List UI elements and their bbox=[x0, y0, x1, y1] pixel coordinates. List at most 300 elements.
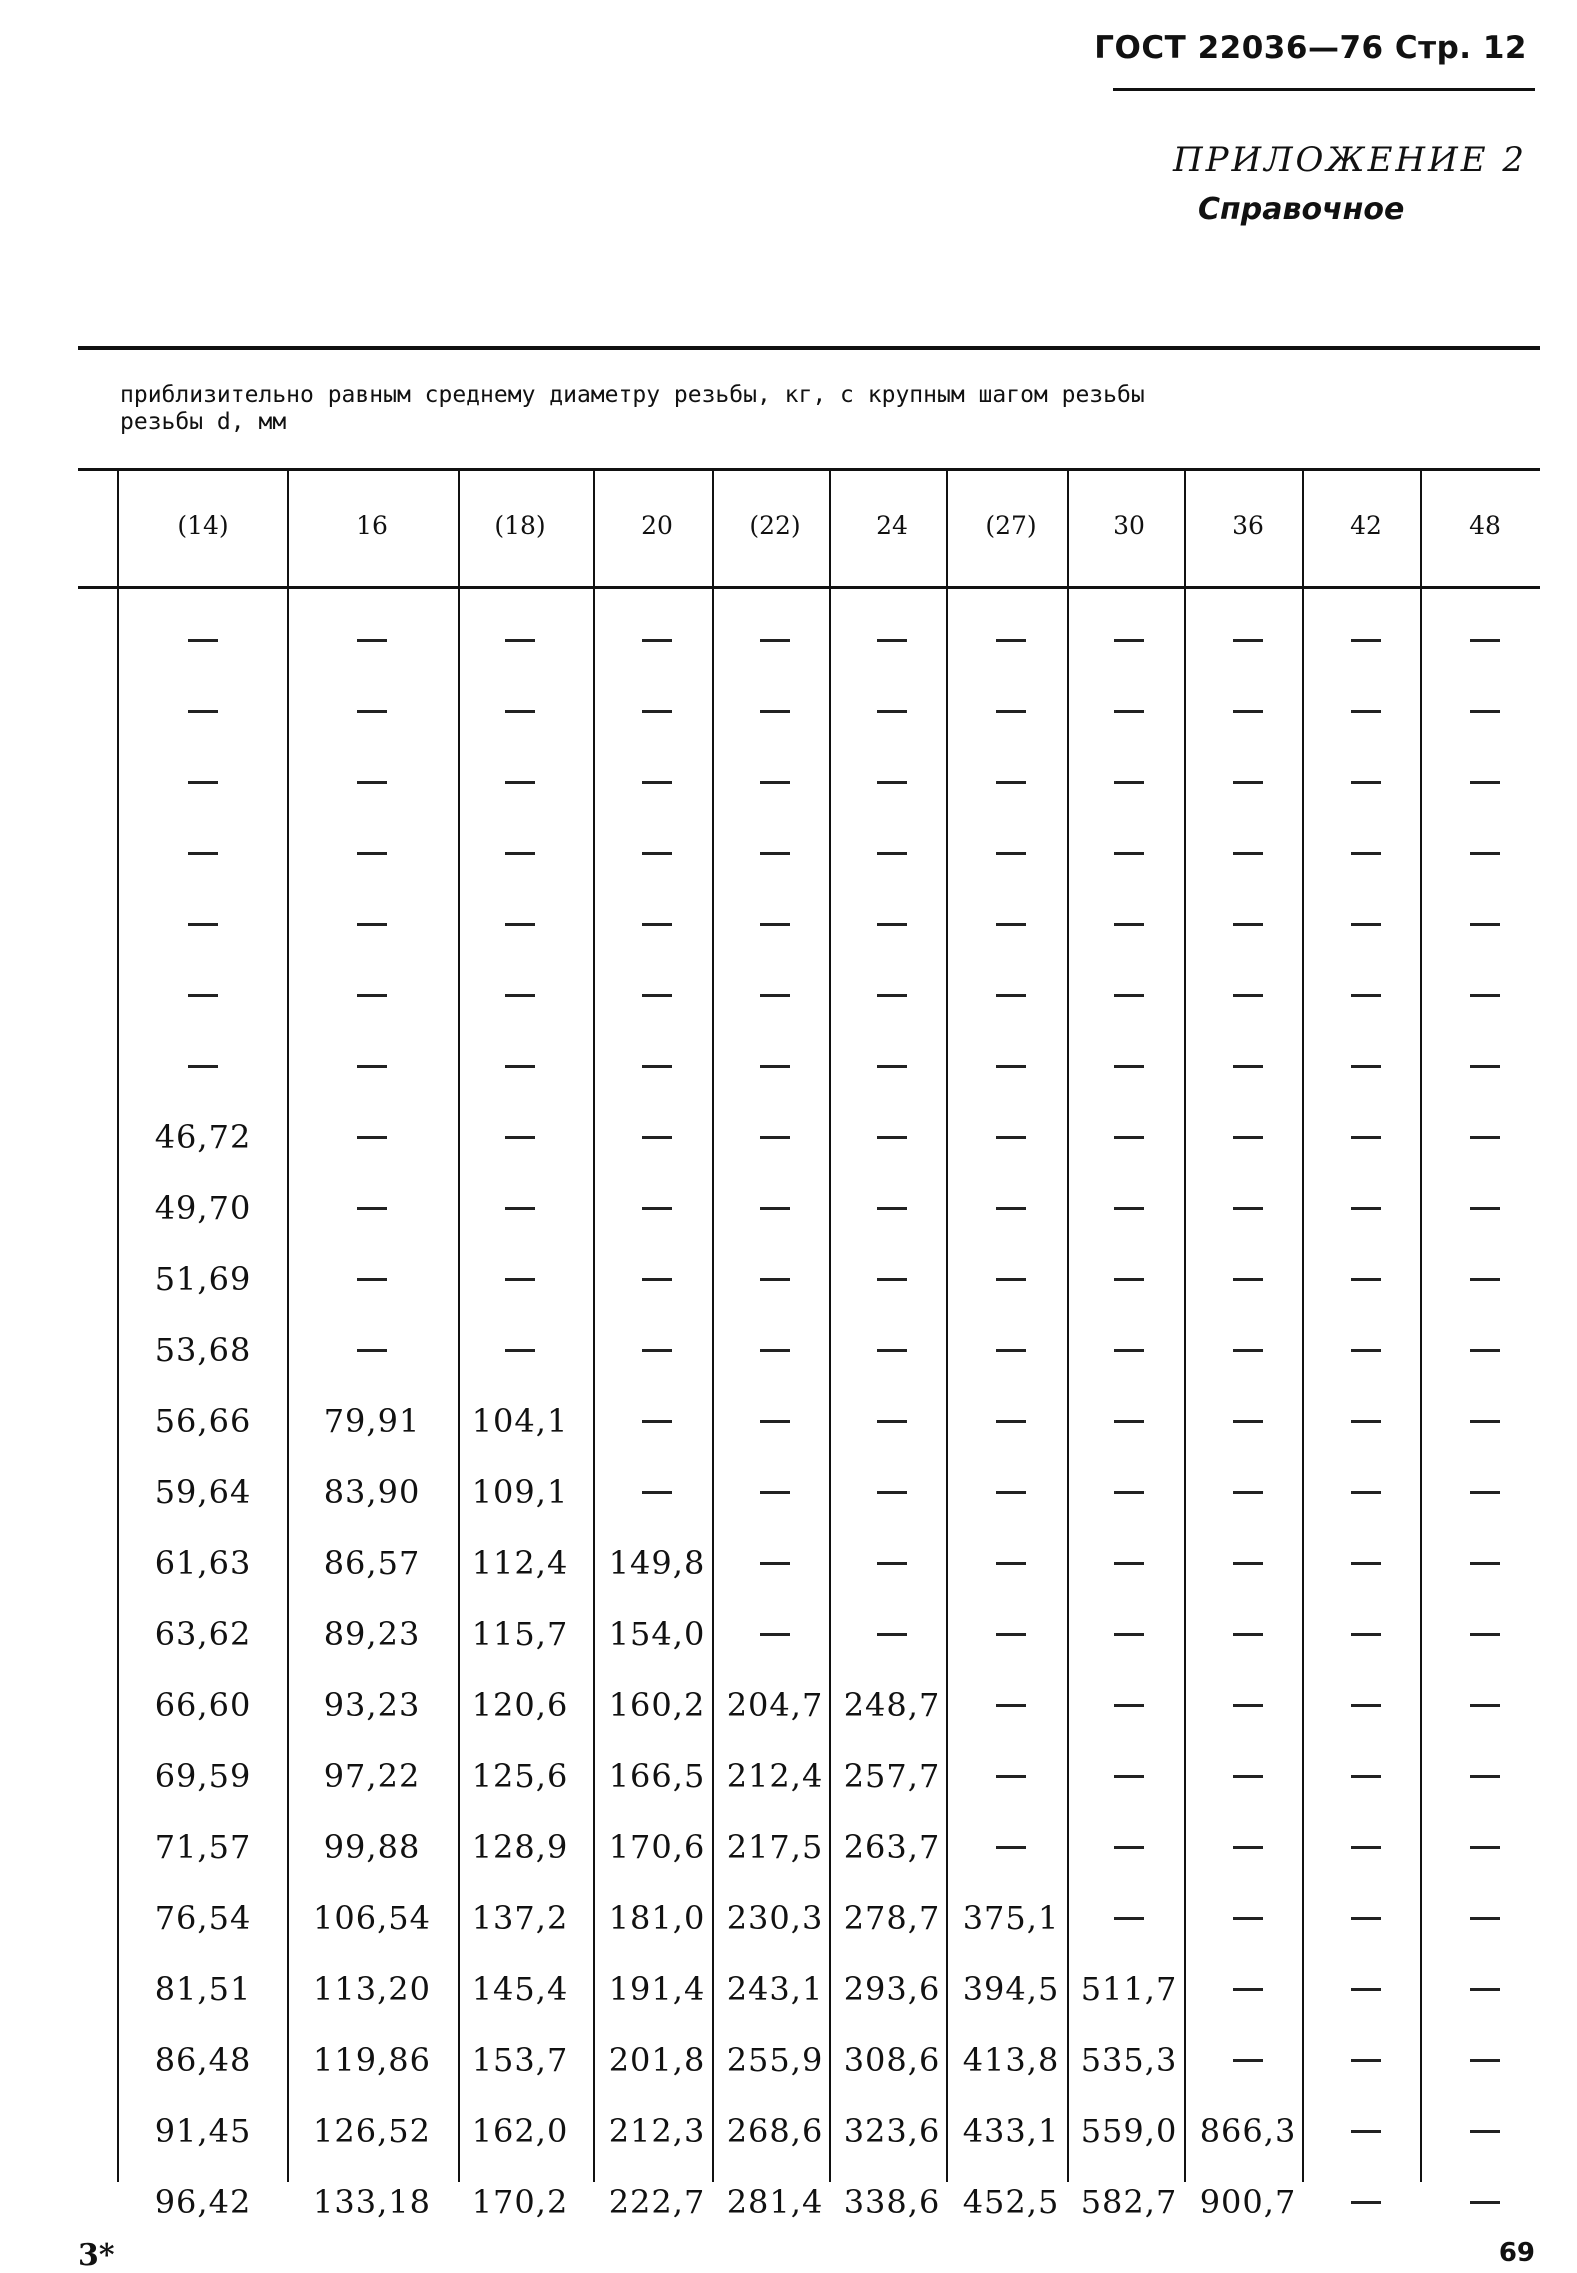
empty-dash bbox=[877, 1562, 907, 1565]
column-header: 42 bbox=[1350, 510, 1382, 540]
table-cell bbox=[1307, 2035, 1425, 2085]
table-cell bbox=[1426, 1964, 1544, 2014]
table-cell: 866,3 bbox=[1199, 2112, 1297, 2150]
table-cell bbox=[118, 970, 288, 1020]
empty-dash bbox=[1351, 1065, 1381, 1068]
table-cell bbox=[453, 1183, 588, 1233]
appendix-title: ПРИЛОЖЕНИЕ 2 bbox=[1172, 140, 1527, 180]
table-cell: 375,1 bbox=[962, 1899, 1060, 1937]
table-cell: 119,86 bbox=[313, 2041, 431, 2079]
table-cell: 212,4 bbox=[726, 1757, 824, 1795]
table-cell bbox=[951, 1183, 1072, 1233]
table-cell bbox=[1071, 1538, 1188, 1588]
empty-dash bbox=[642, 852, 672, 855]
table-cell bbox=[951, 686, 1072, 736]
table-cell bbox=[453, 899, 588, 949]
table-cell: 230,3 bbox=[726, 1899, 824, 1937]
empty-dash bbox=[996, 1491, 1026, 1494]
column-header: 16 bbox=[356, 510, 388, 540]
table-cell bbox=[1426, 1609, 1544, 1659]
empty-dash bbox=[1470, 1917, 1500, 1920]
empty-dash bbox=[188, 852, 218, 855]
table-cell: 263,7 bbox=[843, 1828, 941, 1866]
empty-dash bbox=[996, 1065, 1026, 1068]
table-cell: 323,6 bbox=[843, 2112, 941, 2150]
empty-dash bbox=[760, 923, 790, 926]
empty-dash bbox=[1351, 710, 1381, 713]
table-cell bbox=[1426, 1538, 1544, 1588]
table-cell bbox=[951, 828, 1072, 878]
empty-dash bbox=[760, 994, 790, 997]
table-cell bbox=[717, 899, 834, 949]
table-cell: 181,0 bbox=[608, 1899, 706, 1937]
table-cell: 559,0 bbox=[1080, 2112, 1178, 2150]
empty-dash bbox=[760, 1420, 790, 1423]
table-cell bbox=[1307, 1254, 1425, 1304]
table-cell bbox=[1307, 828, 1425, 878]
empty-dash bbox=[1114, 1065, 1144, 1068]
empty-dash bbox=[1470, 1491, 1500, 1494]
table-cell bbox=[598, 970, 717, 1020]
table-cell bbox=[1189, 1822, 1307, 1872]
empty-dash bbox=[877, 1278, 907, 1281]
empty-dash bbox=[1233, 1633, 1263, 1636]
table-cell bbox=[717, 1041, 834, 1091]
table-cell bbox=[951, 1822, 1072, 1872]
table-cell bbox=[1189, 1751, 1307, 1801]
table-cell bbox=[1426, 970, 1544, 1020]
empty-dash bbox=[1470, 1349, 1500, 1352]
table-cell bbox=[1426, 1396, 1544, 1446]
empty-dash bbox=[1351, 2130, 1381, 2133]
table-cell: 128,9 bbox=[471, 1828, 569, 1866]
table-cell bbox=[1307, 1396, 1425, 1446]
empty-dash bbox=[1351, 1349, 1381, 1352]
standard-header: ГОСТ 22036—76 Стр. 12 bbox=[1094, 30, 1527, 66]
caption-line-1: приблизительно равным среднему диаметру резьбы, кг, с крупным шагом резьбы bbox=[120, 382, 1145, 408]
column-header: (22) bbox=[749, 510, 801, 540]
table-cell bbox=[834, 757, 951, 807]
table-cell: 125,6 bbox=[471, 1757, 569, 1795]
table-cell bbox=[1426, 2177, 1544, 2227]
table-cell bbox=[1189, 1396, 1307, 1446]
table-cell bbox=[598, 1396, 717, 1446]
table-cell: 109,1 bbox=[471, 1473, 569, 1511]
table-cell bbox=[1307, 1467, 1425, 1517]
table-cell bbox=[1426, 1822, 1544, 1872]
empty-dash bbox=[877, 923, 907, 926]
page-number: 69 bbox=[1498, 2238, 1535, 2268]
empty-dash bbox=[760, 781, 790, 784]
empty-dash bbox=[760, 1278, 790, 1281]
empty-dash bbox=[1351, 852, 1381, 855]
empty-dash bbox=[1470, 710, 1500, 713]
table-cell: 582,7 bbox=[1080, 2183, 1178, 2221]
table-cell: 53,68 bbox=[154, 1331, 252, 1369]
table-cell: 268,6 bbox=[726, 2112, 824, 2150]
table-cell: 433,1 bbox=[962, 2112, 1060, 2150]
table-cell bbox=[1071, 1112, 1188, 1162]
empty-dash bbox=[357, 1349, 387, 1352]
table-cell bbox=[118, 828, 288, 878]
empty-dash bbox=[1470, 1065, 1500, 1068]
table-cell: 255,9 bbox=[726, 2041, 824, 2079]
table-cell bbox=[1189, 1183, 1307, 1233]
table-cell bbox=[1307, 686, 1425, 736]
empty-dash bbox=[642, 1491, 672, 1494]
table-cell bbox=[717, 1467, 834, 1517]
empty-dash bbox=[1470, 639, 1500, 642]
empty-dash bbox=[1233, 1775, 1263, 1778]
empty-dash bbox=[1470, 1704, 1500, 1707]
empty-dash bbox=[877, 1065, 907, 1068]
table-cell bbox=[1071, 1680, 1188, 1730]
table-cell bbox=[598, 1041, 717, 1091]
empty-dash bbox=[877, 1349, 907, 1352]
empty-dash bbox=[996, 1278, 1026, 1281]
table-cell bbox=[834, 899, 951, 949]
column-header: (27) bbox=[985, 510, 1037, 540]
table-cell bbox=[834, 1396, 951, 1446]
empty-dash bbox=[1114, 781, 1144, 784]
table-cell bbox=[1189, 615, 1307, 665]
empty-dash bbox=[188, 1065, 218, 1068]
table-cell bbox=[287, 686, 458, 736]
table-cell bbox=[834, 686, 951, 736]
empty-dash bbox=[996, 639, 1026, 642]
table-cell bbox=[951, 1467, 1072, 1517]
table-cell bbox=[1426, 1183, 1544, 1233]
table-cell bbox=[834, 1183, 951, 1233]
table-cell: 153,7 bbox=[471, 2041, 569, 2079]
column-divider bbox=[593, 470, 595, 2182]
empty-dash bbox=[1114, 1633, 1144, 1636]
empty-dash bbox=[1114, 1917, 1144, 1920]
table-cell: 89,23 bbox=[323, 1615, 421, 1653]
table-cell bbox=[287, 970, 458, 1020]
table-cell bbox=[118, 899, 288, 949]
table-cell: 278,7 bbox=[843, 1899, 941, 1937]
empty-dash bbox=[1233, 1988, 1263, 1991]
empty-dash bbox=[1470, 1562, 1500, 1565]
empty-dash bbox=[1351, 2201, 1381, 2204]
table-top-rule bbox=[78, 346, 1540, 350]
empty-dash bbox=[1351, 1278, 1381, 1281]
table-cell: 166,5 bbox=[608, 1757, 706, 1795]
empty-dash bbox=[1233, 1917, 1263, 1920]
empty-dash bbox=[760, 1349, 790, 1352]
empty-dash bbox=[357, 639, 387, 642]
table-cell bbox=[598, 899, 717, 949]
empty-dash bbox=[996, 994, 1026, 997]
table-cell bbox=[951, 1680, 1072, 1730]
empty-dash bbox=[1470, 1278, 1500, 1281]
empty-dash bbox=[357, 1278, 387, 1281]
table-cell: 413,8 bbox=[962, 2041, 1060, 2079]
empty-dash bbox=[1470, 1207, 1500, 1210]
empty-dash bbox=[1114, 710, 1144, 713]
table-cell: 104,1 bbox=[471, 1402, 569, 1440]
table-cell bbox=[1189, 970, 1307, 1020]
column-header: 30 bbox=[1113, 510, 1145, 540]
table-cell: 120,6 bbox=[471, 1686, 569, 1724]
table-cell bbox=[951, 1254, 1072, 1304]
empty-dash bbox=[1470, 852, 1500, 855]
table-cell: 162,0 bbox=[471, 2112, 569, 2150]
empty-dash bbox=[1470, 923, 1500, 926]
empty-dash bbox=[642, 781, 672, 784]
empty-dash bbox=[642, 1349, 672, 1352]
empty-dash bbox=[642, 710, 672, 713]
table-cell bbox=[453, 1041, 588, 1091]
table-cell bbox=[287, 1041, 458, 1091]
empty-dash bbox=[877, 852, 907, 855]
empty-dash bbox=[188, 994, 218, 997]
table-cell: 201,8 bbox=[608, 2041, 706, 2079]
table-cell bbox=[598, 686, 717, 736]
table-cell bbox=[717, 1538, 834, 1588]
table-cell bbox=[717, 686, 834, 736]
table-cell bbox=[717, 1609, 834, 1659]
table-cell bbox=[1071, 615, 1188, 665]
table-cell: 96,42 bbox=[154, 2183, 252, 2221]
empty-dash bbox=[877, 639, 907, 642]
table-cell: 126,52 bbox=[313, 2112, 431, 2150]
empty-dash bbox=[1351, 1988, 1381, 1991]
table-cell bbox=[118, 615, 288, 665]
table-cell: 243,1 bbox=[726, 1970, 824, 2008]
table-cell: 170,6 bbox=[608, 1828, 706, 1866]
table-cell bbox=[717, 970, 834, 1020]
table-cell bbox=[1071, 1467, 1188, 1517]
table-cell bbox=[951, 1112, 1072, 1162]
empty-dash bbox=[1114, 852, 1144, 855]
table-cell bbox=[1071, 1396, 1188, 1446]
table-cell: 86,57 bbox=[323, 1544, 421, 1582]
table-cell bbox=[287, 828, 458, 878]
empty-dash bbox=[996, 1562, 1026, 1565]
empty-dash bbox=[1114, 1278, 1144, 1281]
table-cell: 452,5 bbox=[962, 2183, 1060, 2221]
table-cell bbox=[1307, 1822, 1425, 1872]
table-cell: 51,69 bbox=[154, 1260, 252, 1298]
table-cell bbox=[1071, 1609, 1188, 1659]
empty-dash bbox=[996, 710, 1026, 713]
table-cell bbox=[453, 1325, 588, 1375]
table-cell bbox=[951, 1751, 1072, 1801]
table-cell bbox=[951, 1325, 1072, 1375]
table-cell bbox=[598, 1183, 717, 1233]
empty-dash bbox=[357, 1065, 387, 1068]
table-cell bbox=[1426, 1467, 1544, 1517]
table-cell bbox=[287, 899, 458, 949]
table-cell: 204,7 bbox=[726, 1686, 824, 1724]
table-cell bbox=[598, 1467, 717, 1517]
table-caption bbox=[120, 382, 1145, 436]
empty-dash bbox=[1233, 1065, 1263, 1068]
empty-dash bbox=[877, 1491, 907, 1494]
table-cell bbox=[1189, 1254, 1307, 1304]
empty-dash bbox=[996, 1704, 1026, 1707]
empty-dash bbox=[1233, 1491, 1263, 1494]
table-cell: 46,72 bbox=[154, 1118, 252, 1156]
table-cell: 900,7 bbox=[1199, 2183, 1297, 2221]
empty-dash bbox=[1351, 1775, 1381, 1778]
table-cell: 257,7 bbox=[843, 1757, 941, 1795]
empty-dash bbox=[1233, 1846, 1263, 1849]
empty-dash bbox=[1351, 1207, 1381, 1210]
empty-dash bbox=[760, 710, 790, 713]
table-cell bbox=[1307, 970, 1425, 1020]
empty-dash bbox=[1470, 1775, 1500, 1778]
empty-dash bbox=[760, 1136, 790, 1139]
empty-dash bbox=[1233, 1207, 1263, 1210]
table-cell bbox=[1071, 899, 1188, 949]
table-cell: 212,3 bbox=[608, 2112, 706, 2150]
table-cell: 149,8 bbox=[608, 1544, 706, 1582]
empty-dash bbox=[505, 1278, 535, 1281]
table-cell bbox=[1307, 1538, 1425, 1588]
empty-dash bbox=[642, 1207, 672, 1210]
column-header: (14) bbox=[177, 510, 229, 540]
table-cell bbox=[1071, 970, 1188, 1020]
table-cell bbox=[1307, 757, 1425, 807]
empty-dash bbox=[505, 1136, 535, 1139]
empty-dash bbox=[1470, 2130, 1500, 2133]
empty-dash bbox=[996, 923, 1026, 926]
empty-dash bbox=[877, 1420, 907, 1423]
table-cell bbox=[834, 1538, 951, 1588]
table-cell bbox=[1426, 1254, 1544, 1304]
empty-dash bbox=[505, 781, 535, 784]
empty-dash bbox=[1114, 1420, 1144, 1423]
table-cell bbox=[598, 1254, 717, 1304]
table-cell: 338,6 bbox=[843, 2183, 941, 2221]
table-cell bbox=[1307, 1751, 1425, 1801]
table-cell bbox=[951, 1609, 1072, 1659]
empty-dash bbox=[996, 1136, 1026, 1139]
empty-dash bbox=[1351, 1562, 1381, 1565]
table-cell bbox=[1189, 828, 1307, 878]
empty-dash bbox=[877, 994, 907, 997]
table-cell: 535,3 bbox=[1080, 2041, 1178, 2079]
empty-dash bbox=[760, 1633, 790, 1636]
table-cell bbox=[834, 1254, 951, 1304]
table-cell: 76,54 bbox=[154, 1899, 252, 1937]
table-cell bbox=[1426, 899, 1544, 949]
empty-dash bbox=[505, 1065, 535, 1068]
table-cell bbox=[1189, 1609, 1307, 1659]
empty-dash bbox=[1114, 1562, 1144, 1565]
table-cell bbox=[1189, 2035, 1307, 2085]
table-cell bbox=[834, 615, 951, 665]
empty-dash bbox=[1233, 639, 1263, 642]
table-cell bbox=[717, 1254, 834, 1304]
empty-dash bbox=[1233, 852, 1263, 855]
empty-dash bbox=[760, 639, 790, 642]
table-cell bbox=[834, 970, 951, 1020]
table-cell: 49,70 bbox=[154, 1189, 252, 1227]
empty-dash bbox=[877, 1633, 907, 1636]
empty-dash bbox=[642, 1420, 672, 1423]
empty-dash bbox=[642, 639, 672, 642]
table-cell bbox=[1307, 2177, 1425, 2227]
column-header: 36 bbox=[1232, 510, 1264, 540]
table-cell: 115,7 bbox=[471, 1615, 569, 1653]
table-cell bbox=[1426, 757, 1544, 807]
empty-dash bbox=[760, 1065, 790, 1068]
empty-dash bbox=[357, 852, 387, 855]
table-cell bbox=[1071, 828, 1188, 878]
table-cell bbox=[717, 1396, 834, 1446]
empty-dash bbox=[1351, 1136, 1381, 1139]
empty-dash bbox=[1233, 1704, 1263, 1707]
table-cell: 191,4 bbox=[608, 1970, 706, 2008]
table-cell: 79,91 bbox=[323, 1402, 421, 1440]
table-cell bbox=[951, 1538, 1072, 1588]
empty-dash bbox=[877, 1136, 907, 1139]
table-cell bbox=[1307, 1964, 1425, 2014]
table-cell bbox=[951, 615, 1072, 665]
table-cell bbox=[717, 1325, 834, 1375]
table-cell bbox=[951, 970, 1072, 1020]
empty-dash bbox=[996, 1420, 1026, 1423]
table-cell bbox=[1189, 1680, 1307, 1730]
empty-dash bbox=[1233, 710, 1263, 713]
empty-dash bbox=[1470, 2201, 1500, 2204]
empty-dash bbox=[1470, 1420, 1500, 1423]
table-cell bbox=[1189, 1041, 1307, 1091]
empty-dash bbox=[188, 923, 218, 926]
table-cell bbox=[1307, 1893, 1425, 1943]
table-cell bbox=[1189, 757, 1307, 807]
table-cell: 81,51 bbox=[154, 1970, 252, 2008]
table-cell bbox=[1426, 1112, 1544, 1162]
table-cell bbox=[1189, 899, 1307, 949]
empty-dash bbox=[642, 1278, 672, 1281]
empty-dash bbox=[505, 1207, 535, 1210]
empty-dash bbox=[642, 1065, 672, 1068]
empty-dash bbox=[1470, 1136, 1500, 1139]
table-cell bbox=[598, 1112, 717, 1162]
empty-dash bbox=[1470, 1988, 1500, 1991]
table-cell bbox=[1307, 2106, 1425, 2156]
table-cell bbox=[951, 1396, 1072, 1446]
table-cell bbox=[1307, 1112, 1425, 1162]
empty-dash bbox=[505, 710, 535, 713]
empty-dash bbox=[1233, 1278, 1263, 1281]
table-cell: 137,2 bbox=[471, 1899, 569, 1937]
empty-dash bbox=[996, 1633, 1026, 1636]
table-cell bbox=[453, 1254, 588, 1304]
empty-dash bbox=[1351, 1917, 1381, 1920]
table-cell bbox=[1426, 2035, 1544, 2085]
empty-dash bbox=[1233, 1562, 1263, 1565]
empty-dash bbox=[357, 781, 387, 784]
empty-dash bbox=[1114, 1207, 1144, 1210]
empty-dash bbox=[1351, 1420, 1381, 1423]
table-cell: 106,54 bbox=[313, 1899, 431, 1937]
table-cell bbox=[1307, 1680, 1425, 1730]
header-rule bbox=[1113, 88, 1535, 91]
table-cell bbox=[1426, 2106, 1544, 2156]
table-cell: 133,18 bbox=[313, 2183, 431, 2221]
table-cell: 59,64 bbox=[154, 1473, 252, 1511]
table-cell bbox=[717, 615, 834, 665]
table-cell: 66,60 bbox=[154, 1686, 252, 1724]
empty-dash bbox=[1351, 1633, 1381, 1636]
empty-dash bbox=[760, 1207, 790, 1210]
